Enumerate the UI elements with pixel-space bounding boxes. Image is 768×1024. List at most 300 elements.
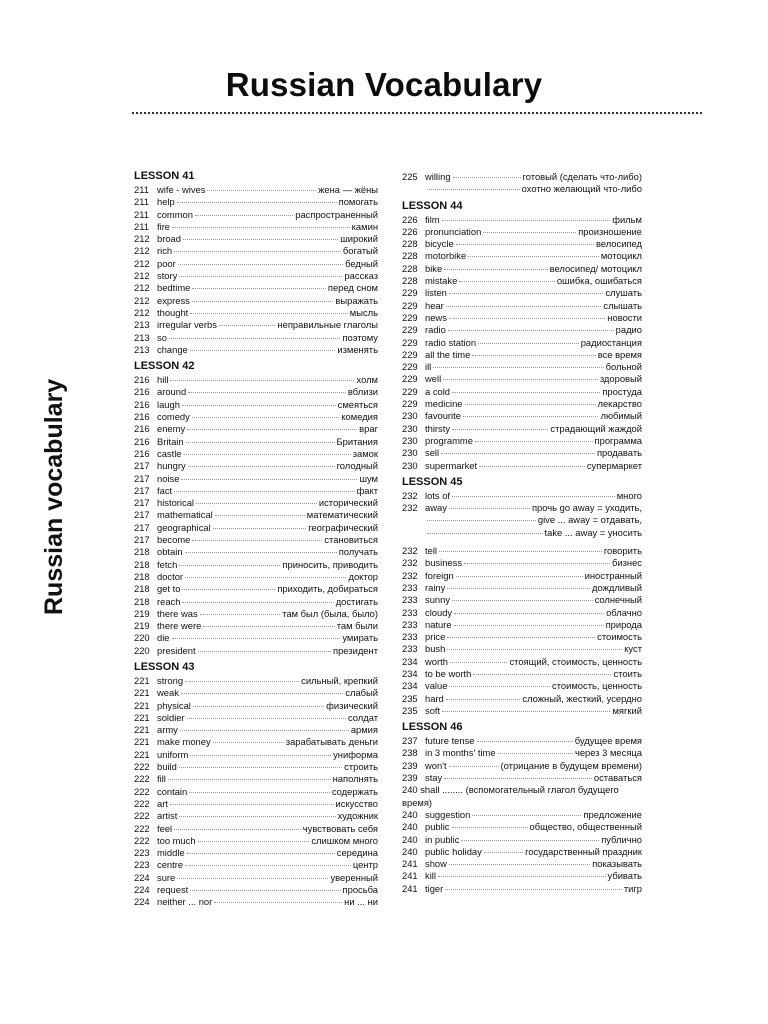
leader-dots bbox=[446, 306, 602, 307]
russian-translation: предложение bbox=[583, 808, 642, 820]
page-number: 216 bbox=[134, 435, 150, 447]
page-number: 222 bbox=[134, 834, 150, 846]
page-number: 229 bbox=[402, 348, 418, 360]
russian-translation: поэтому bbox=[342, 331, 378, 343]
russian-translation: факт bbox=[356, 484, 378, 496]
russian-translation: оставаться bbox=[593, 772, 642, 784]
russian-translation: слышать bbox=[603, 299, 642, 311]
russian-translation: армия bbox=[350, 724, 378, 736]
english-word: obtain bbox=[157, 546, 183, 558]
english-word: reach bbox=[157, 595, 181, 607]
leader-dots bbox=[180, 730, 349, 731]
english-word: well bbox=[425, 373, 442, 385]
vocab-entry bbox=[134, 596, 378, 608]
russian-translation: фильм bbox=[612, 213, 642, 225]
russian-translation: становиться bbox=[324, 534, 378, 546]
vocab-entry bbox=[134, 798, 378, 810]
english-word: fetch bbox=[157, 558, 178, 570]
continuation-line: take ... away = уносить bbox=[402, 527, 642, 539]
leader-dots bbox=[453, 177, 521, 178]
russian-translation: физический bbox=[326, 699, 378, 711]
english-word: radio station bbox=[425, 336, 477, 348]
leader-dots bbox=[174, 829, 301, 830]
page-number: 235 bbox=[402, 692, 418, 704]
russian-translation: стоить bbox=[613, 667, 642, 679]
russian-translation: бедный bbox=[345, 257, 378, 269]
leader-dots bbox=[178, 264, 343, 265]
vocab-entry bbox=[402, 460, 642, 472]
russian-translation: камин bbox=[351, 220, 378, 232]
vocab-entry bbox=[134, 583, 378, 595]
leader-dots bbox=[170, 380, 354, 381]
english-word: fill bbox=[157, 773, 166, 785]
vocab-entry bbox=[402, 398, 642, 410]
english-word: a cold bbox=[425, 385, 451, 397]
vocab-entry bbox=[134, 436, 378, 448]
english-word: stay bbox=[425, 772, 443, 784]
vocab-entry bbox=[134, 608, 378, 620]
russian-translation: программа bbox=[594, 434, 642, 446]
vocab-entry bbox=[402, 171, 642, 183]
page-number: 211 bbox=[134, 196, 149, 208]
page-number: 230 bbox=[402, 459, 418, 471]
russian-translation: вблизи bbox=[347, 386, 378, 398]
english-word: wife - wives bbox=[157, 184, 206, 195]
page-number: 222 bbox=[134, 797, 150, 809]
page-number: 222 bbox=[134, 822, 150, 834]
leader-dots bbox=[174, 491, 354, 492]
lesson-heading: LESSON 45 bbox=[402, 475, 463, 488]
leader-dots bbox=[193, 706, 324, 707]
vocab-entry bbox=[134, 485, 378, 497]
vocab-entry bbox=[134, 700, 378, 712]
leader-dots bbox=[192, 540, 322, 541]
vocab-entry bbox=[402, 821, 642, 833]
russian-translation: солнечный bbox=[594, 594, 642, 606]
vocab-entry bbox=[402, 656, 642, 668]
page-number: 228 bbox=[402, 250, 418, 262]
russian-translation: широкий bbox=[340, 233, 378, 245]
russian-translation: супермаркет bbox=[586, 459, 642, 471]
leader-dots bbox=[185, 681, 299, 682]
page-number: 229 bbox=[402, 299, 418, 311]
page-number: 216 bbox=[134, 398, 150, 410]
russian-translation: приходить, добираться bbox=[277, 583, 378, 595]
russian-translation: художник bbox=[337, 810, 378, 822]
english-word: hill bbox=[157, 374, 169, 386]
vocab-entry bbox=[134, 282, 378, 294]
page-number: 240 bbox=[402, 821, 418, 833]
leader-dots bbox=[177, 878, 328, 879]
vocab-entry bbox=[134, 497, 378, 509]
leader-dots bbox=[461, 840, 599, 841]
russian-translation: содержать bbox=[331, 785, 378, 797]
leader-dots bbox=[452, 496, 615, 497]
english-word: public bbox=[425, 821, 450, 833]
russian-translation: враг bbox=[359, 423, 378, 435]
page-number: 217 bbox=[134, 484, 150, 496]
vocab-entry bbox=[134, 196, 378, 208]
english-word: around bbox=[157, 386, 187, 398]
leader-dots bbox=[446, 699, 521, 700]
english-word: president bbox=[157, 644, 196, 656]
page-number: 221 bbox=[134, 748, 150, 760]
page-number: 234 bbox=[402, 655, 418, 667]
page-number: 212 bbox=[134, 245, 150, 257]
vocab-entry bbox=[134, 823, 378, 835]
russian-translation: через 3 месяца bbox=[574, 747, 642, 759]
leader-dots bbox=[198, 651, 331, 652]
english-word: express bbox=[157, 294, 190, 306]
english-word: in public bbox=[425, 833, 460, 845]
english-word: kill bbox=[425, 870, 436, 882]
english-word: price bbox=[425, 631, 446, 643]
page-number: 212 bbox=[134, 270, 150, 282]
english-word: film bbox=[425, 213, 440, 225]
leader-dots bbox=[184, 454, 351, 455]
leader-dots bbox=[449, 686, 550, 687]
leader-dots bbox=[185, 552, 337, 553]
vocab-entry bbox=[402, 226, 642, 238]
leader-dots bbox=[183, 239, 338, 240]
russian-translation: перед сном bbox=[327, 282, 378, 294]
page-number: 229 bbox=[402, 287, 418, 299]
english-word: rich bbox=[157, 245, 173, 257]
vocab-entry bbox=[134, 687, 378, 699]
vocab-entry bbox=[134, 319, 378, 331]
vocab-entry bbox=[134, 773, 378, 785]
vocab-entry bbox=[402, 214, 642, 226]
vocab-entry bbox=[402, 883, 642, 895]
english-word: irregular verbs bbox=[157, 319, 217, 331]
lesson-heading: LESSON 46 bbox=[402, 721, 463, 734]
russian-translation: просьба bbox=[342, 884, 378, 896]
vocab-entry bbox=[134, 761, 378, 773]
page-number: 221 bbox=[134, 724, 150, 736]
english-word: in 3 months' time bbox=[425, 747, 496, 759]
leader-dots bbox=[475, 441, 593, 442]
vocab-entry bbox=[134, 460, 378, 472]
vocab-entry bbox=[134, 632, 378, 644]
page-number: 241 bbox=[402, 870, 418, 882]
russian-translation: произношение bbox=[578, 225, 642, 237]
russian-translation: мысль bbox=[349, 306, 378, 318]
vocab-entry bbox=[402, 410, 642, 422]
english-word: soft bbox=[425, 704, 441, 716]
vocab-entry bbox=[134, 712, 378, 724]
vocab-entry bbox=[134, 374, 378, 386]
vocab-entry bbox=[402, 263, 642, 275]
page-number: 212 bbox=[134, 294, 150, 306]
page-number: 221 bbox=[134, 699, 150, 711]
leader-dots bbox=[463, 416, 599, 417]
russian-translation: слушать bbox=[605, 287, 642, 299]
vocab-entry bbox=[134, 473, 378, 485]
page-number: 219 bbox=[134, 620, 150, 632]
page-number: 212 bbox=[134, 282, 150, 294]
russian-translation: смеяться bbox=[337, 398, 378, 410]
english-word: hard bbox=[425, 692, 444, 704]
english-word: bicycle bbox=[425, 238, 454, 250]
leader-dots bbox=[450, 662, 508, 663]
english-word: become bbox=[157, 534, 191, 546]
vocab-entry bbox=[402, 545, 642, 557]
english-word: worth bbox=[425, 655, 448, 667]
english-word: pronunciation bbox=[425, 225, 482, 237]
russian-translation: лекарство bbox=[597, 398, 642, 410]
leader-dots bbox=[215, 515, 305, 516]
english-word: change bbox=[157, 343, 188, 355]
russian-translation: математический bbox=[306, 509, 378, 521]
vocab-entry bbox=[134, 184, 378, 196]
vocab-entry bbox=[134, 884, 378, 896]
english-word: business bbox=[425, 557, 463, 569]
russian-translation: искусство bbox=[335, 797, 378, 809]
leader-dots bbox=[195, 215, 293, 216]
vocab-entry bbox=[402, 435, 642, 447]
russian-translation: умирать bbox=[342, 632, 378, 644]
page-number: 213 bbox=[134, 331, 150, 343]
vocab-entry bbox=[402, 275, 642, 287]
lesson-heading: LESSON 41 bbox=[134, 170, 195, 182]
vocab-entry bbox=[402, 693, 642, 705]
leader-dots bbox=[456, 576, 583, 577]
russian-translation: центр bbox=[352, 859, 378, 871]
vocab-entry bbox=[134, 386, 378, 398]
leader-dots bbox=[181, 693, 343, 694]
leader-dots bbox=[187, 429, 357, 430]
page-number: 216 bbox=[134, 386, 150, 398]
page-number: 224 bbox=[134, 884, 150, 896]
leader-dots bbox=[181, 479, 357, 480]
page-number: 216 bbox=[134, 447, 150, 459]
vocab-entry bbox=[402, 607, 642, 619]
russian-translation: велосипед/ мотоцикл bbox=[549, 262, 642, 274]
vocab-entry bbox=[134, 810, 378, 822]
english-word: tiger bbox=[425, 882, 444, 894]
russian-translation: униформа bbox=[333, 748, 378, 760]
russian-translation: сильный, крепкий bbox=[301, 674, 378, 686]
leader-dots bbox=[439, 551, 602, 552]
leader-dots bbox=[483, 232, 576, 233]
page-number: 232 bbox=[402, 557, 418, 569]
vocab-entry bbox=[402, 373, 642, 385]
leader-dots bbox=[169, 338, 341, 339]
vocab-entry bbox=[134, 344, 378, 356]
vocab-entry bbox=[402, 643, 642, 655]
russian-translation: тигр bbox=[623, 882, 642, 894]
leader-dots bbox=[448, 330, 614, 331]
leader-dots bbox=[177, 202, 337, 203]
russian-translation: государственный праздник bbox=[525, 845, 642, 857]
vocab-entry bbox=[402, 337, 642, 349]
page-number: 238 bbox=[402, 747, 418, 759]
russian-translation: наполнять bbox=[332, 773, 378, 785]
leader-dots bbox=[449, 508, 530, 509]
leader-dots bbox=[188, 392, 346, 393]
english-word: poor bbox=[157, 257, 176, 269]
page-number: 222 bbox=[134, 761, 150, 773]
page-number: 233 bbox=[402, 594, 418, 606]
page-number: 222 bbox=[134, 810, 150, 822]
vocab-entry bbox=[402, 582, 642, 594]
russian-translation: солдат bbox=[347, 711, 378, 723]
page-number: 218 bbox=[134, 570, 150, 582]
russian-translation: там был (была, было) bbox=[282, 607, 378, 619]
page-number: 211 bbox=[134, 184, 149, 195]
page-number: 230 bbox=[402, 434, 418, 446]
english-word: sell bbox=[425, 447, 440, 459]
russian-translation: облачно bbox=[606, 606, 642, 618]
english-word: show bbox=[425, 858, 447, 870]
vocab-entry bbox=[402, 490, 642, 502]
vocab-entry bbox=[134, 307, 378, 319]
page-number: 218 bbox=[134, 583, 150, 595]
page-number: 229 bbox=[402, 324, 418, 336]
leader-dots bbox=[477, 741, 573, 742]
leader-dots bbox=[185, 865, 351, 866]
english-word: to be worth bbox=[425, 667, 472, 679]
page-number: 216 bbox=[134, 411, 150, 423]
leader-dots bbox=[464, 563, 610, 564]
leader-dots bbox=[185, 577, 346, 578]
vocab-entry-wrapped: 240 shall ........ (вспомогательный глагол будущего время) bbox=[402, 784, 619, 808]
russian-translation: географический bbox=[308, 521, 378, 533]
page-number: 222 bbox=[134, 773, 150, 785]
page-title: Russian Vocabulary bbox=[225, 66, 543, 103]
page-number: 225 bbox=[402, 171, 418, 182]
russian-translation: бизнес bbox=[612, 557, 642, 569]
russian-translation: уверенный bbox=[330, 871, 378, 883]
page-number: 228 bbox=[402, 262, 418, 274]
russian-translation: получать bbox=[338, 546, 378, 558]
vocab-entry bbox=[402, 619, 642, 631]
leader-dots bbox=[472, 815, 581, 816]
continuation-line: охотно желающий что-либо bbox=[402, 183, 642, 195]
english-word: away bbox=[425, 502, 447, 514]
leader-dots bbox=[213, 742, 284, 743]
english-word: cloudy bbox=[425, 606, 453, 618]
english-word: tell bbox=[425, 545, 437, 557]
page-number: 230 bbox=[402, 447, 418, 459]
page-number: 229 bbox=[402, 311, 418, 323]
leader-dots bbox=[468, 256, 599, 257]
vocab-entry bbox=[402, 447, 642, 459]
leader-dots bbox=[192, 288, 326, 289]
leader-dots bbox=[478, 343, 579, 344]
leader-dots bbox=[179, 816, 335, 817]
vocab-entry bbox=[402, 680, 642, 692]
leader-dots bbox=[214, 902, 342, 903]
english-word: news bbox=[425, 311, 447, 323]
english-word: physical bbox=[157, 699, 191, 711]
vocab-entry bbox=[402, 361, 642, 373]
russian-translation: много bbox=[616, 489, 642, 501]
english-word: bush bbox=[425, 643, 446, 655]
vocab-entry bbox=[134, 270, 378, 282]
leader-dots bbox=[196, 503, 317, 504]
vocab-entry bbox=[134, 534, 378, 546]
english-word: supermarket bbox=[425, 459, 478, 471]
vocab-entry bbox=[134, 571, 378, 583]
vocab-entry bbox=[134, 399, 378, 411]
english-word: hear bbox=[425, 299, 444, 311]
page-number: 221 bbox=[134, 674, 150, 686]
leader-dots bbox=[484, 852, 523, 853]
page-number: 217 bbox=[134, 460, 150, 472]
russian-translation: дождливый bbox=[592, 581, 642, 593]
russian-translation: помогать bbox=[338, 196, 378, 208]
page-number: 230 bbox=[402, 422, 418, 434]
page-number: 233 bbox=[402, 643, 418, 655]
english-word: build bbox=[157, 761, 177, 773]
page-number: 234 bbox=[402, 667, 418, 679]
russian-translation: изменять bbox=[337, 343, 378, 355]
leader-dots bbox=[172, 638, 341, 639]
russian-translation: рассказ bbox=[344, 270, 378, 282]
page-number: 233 bbox=[402, 631, 418, 643]
english-word: geographical bbox=[157, 521, 211, 533]
page-number: 217 bbox=[134, 521, 150, 533]
english-word: motorbike bbox=[425, 250, 467, 262]
page-number: 226 bbox=[402, 225, 418, 237]
russian-translation: сложный, жесткий, усердно bbox=[522, 692, 642, 704]
vocab-entry bbox=[134, 411, 378, 423]
english-word: so bbox=[157, 331, 167, 343]
page-number: 212 bbox=[134, 233, 150, 245]
vocab-entry bbox=[402, 870, 642, 882]
vocab-entry bbox=[402, 324, 642, 336]
vocab-entry bbox=[402, 386, 642, 398]
leader-dots bbox=[170, 804, 334, 805]
page-number: 239 bbox=[402, 772, 418, 784]
english-word: noise bbox=[157, 472, 180, 484]
leader-dots bbox=[445, 889, 622, 890]
leader-dots bbox=[452, 600, 593, 601]
vocab-entry bbox=[402, 760, 642, 772]
leader-dots bbox=[182, 602, 333, 603]
page-number: 221 bbox=[134, 711, 150, 723]
leader-dots bbox=[449, 293, 604, 294]
english-word: there was bbox=[157, 607, 198, 619]
russian-translation: ошибка, ошибаться bbox=[556, 275, 642, 287]
leader-dots bbox=[444, 778, 592, 779]
page-number: 223 bbox=[134, 847, 150, 859]
russian-translation: здоровый bbox=[599, 373, 642, 385]
vocab-entry bbox=[134, 645, 378, 657]
english-word: enemy bbox=[157, 423, 186, 435]
vocab-entry bbox=[134, 559, 378, 571]
vocab-entry bbox=[134, 786, 378, 798]
russian-translation: комедия bbox=[341, 411, 378, 423]
leader-dots bbox=[213, 528, 307, 529]
page-number: 240 bbox=[402, 833, 418, 845]
russian-translation: доктор bbox=[348, 570, 378, 582]
page-number: 217 bbox=[134, 509, 150, 521]
page-number: 229 bbox=[402, 361, 418, 373]
vocab-entry bbox=[402, 858, 642, 870]
russian-translation: распространенный bbox=[295, 208, 378, 220]
russian-translation: больной bbox=[605, 361, 642, 373]
leader-dots bbox=[449, 318, 605, 319]
russian-translation: середина bbox=[336, 847, 378, 859]
russian-translation: достигать bbox=[335, 595, 378, 607]
russian-translation: готовый (сделать что-либо) bbox=[522, 171, 642, 182]
vocab-entry bbox=[134, 209, 378, 221]
vocab-entry bbox=[134, 859, 378, 871]
page-number: 211 bbox=[134, 208, 149, 220]
vocab-entry bbox=[402, 834, 642, 846]
